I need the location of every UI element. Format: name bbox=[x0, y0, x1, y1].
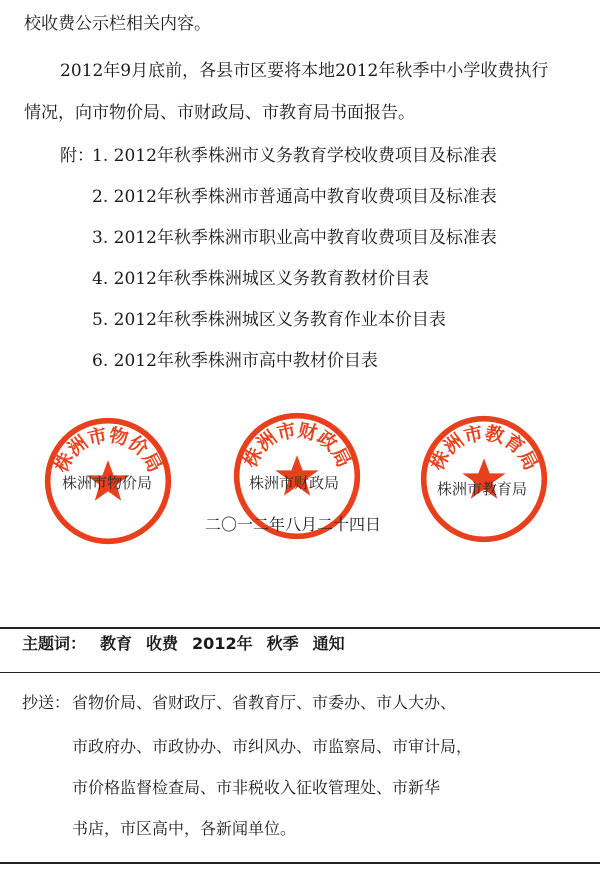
subject-keywords bbox=[22, 636, 359, 652]
body-line-3: 情况，向市物价局、市财政局、市教育局书面报告。 bbox=[24, 103, 415, 123]
body-line-2: 2012年9月底前，各县市区要将本地2012年秋季中小学收费执行 bbox=[60, 61, 549, 81]
attachment-item-5: 5. 2012年秋季株洲城区义务教育作业本价目表 bbox=[92, 310, 446, 330]
divider-bottom bbox=[0, 862, 600, 864]
svg-text:株洲市教育局: 株洲市教育局 bbox=[426, 422, 542, 474]
body-line-1: 校收费公示栏相关内容。 bbox=[24, 14, 211, 34]
cc-line-4: 书店，市区高中，各新闻单位。 bbox=[72, 819, 297, 838]
issuer-price-bureau: 株洲市物价局 bbox=[62, 474, 153, 492]
svg-text:株洲市物价局: 株洲市物价局 bbox=[50, 424, 166, 476]
attachment-item-6: 6. 2012年秋季株洲市高中教材价目表 bbox=[92, 351, 378, 371]
keyword-4: 秋季 bbox=[266, 634, 299, 653]
keyword-1: 教育 bbox=[100, 634, 133, 653]
divider-top bbox=[0, 627, 600, 629]
keyword-2: 收费 bbox=[146, 634, 179, 653]
keywords-label: 主题词： bbox=[22, 634, 87, 653]
attachment-item-3: 3. 2012年秋季株洲市职业高中教育收费项目及标准表 bbox=[92, 228, 497, 248]
cc-line-3: 市价格监督检查局、市非税收入征收管理处、市新华 bbox=[72, 778, 441, 797]
issuer-education-bureau: 株洲市教育局 bbox=[437, 480, 528, 498]
svg-text:株洲市财政局: 株洲市财政局 bbox=[239, 419, 355, 471]
keyword-3: 2012年 bbox=[192, 634, 253, 653]
attachments-label: 附： bbox=[60, 146, 94, 166]
attachment-item-1: 1. 2012年秋季株洲市义务教育学校收费项目及标准表 bbox=[92, 146, 497, 166]
cc-label: 抄送： bbox=[22, 693, 71, 712]
issue-date: 二〇一二年八月二十四日 bbox=[205, 515, 382, 534]
issuer-finance-bureau: 株洲市财政局 bbox=[249, 474, 340, 492]
attachment-item-4: 4. 2012年秋季株洲城区义务教育教材价目表 bbox=[92, 269, 429, 289]
cc-line-2: 市政府办、市政协办、市纠风办、市监察局、市审计局， bbox=[72, 737, 473, 756]
keyword-5: 通知 bbox=[312, 634, 345, 653]
attachment-item-2: 2. 2012年秋季株洲市普通高中教育收费项目及标准表 bbox=[92, 187, 497, 207]
divider-middle bbox=[0, 672, 600, 673]
cc-line-1: 省物价局、省财政厅、省教育厅、市委办、市人大办、 bbox=[72, 693, 457, 712]
seal-education-bureau bbox=[418, 413, 550, 545]
